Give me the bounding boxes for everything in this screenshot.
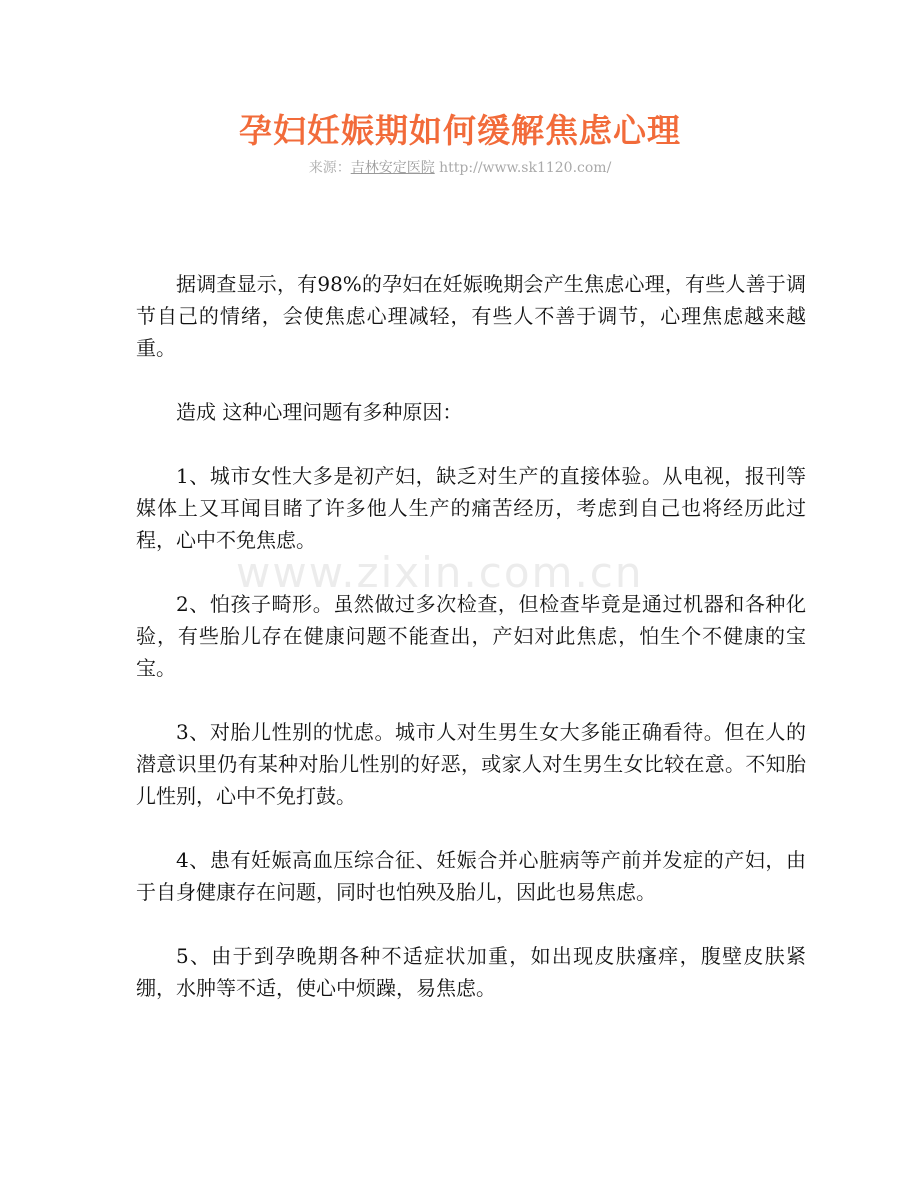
paragraph-cause-5: 5、由于到孕晚期各种不适症状加重，如出现皮肤瘙痒，腹壁皮肤紧绷，水肿等不适，使心中烦躁，易焦虑。 [136, 944, 806, 1000]
paragraph-cause-1: 1、城市女性大多是初产妇，缺乏对生产的直接体验。从电视，报刊等媒体上又耳闻目睹了许多他人生产的痛苦经历，考虑到自己也将经历此过程，心中不免焦虑。 [136, 464, 806, 552]
paragraph-cause-2: 2、怕孩子畸形。虽然做过多次检查，但检查毕竟是通过机器和各种化验，有些胎儿存在健康问题不能查出，产妇对此焦虑，怕生个不健康的宝宝。 [136, 592, 806, 680]
paragraph-intro: 据调查显示，有98%的孕妇在妊娠晚期会产生焦虑心理，有些人善于调节自己的情绪，会使焦虑心理减轻，有些人不善于调节，心理焦虑越来越重。 [136, 272, 806, 360]
source-label: 来源： [308, 160, 351, 176]
article-body [136, 268, 806, 1036]
page-title: 孕妇妊娠期如何缓解焦虑心理 [239, 111, 681, 150]
source-name-link[interactable]: 吉林安定医院 [350, 160, 435, 176]
paragraph-cause-4: 4、患有妊娠高血压综合征、妊娠合并心脏病等产前并发症的产妇，由于自身健康存在问题，同时也怕殃及胎儿，因此也易焦虑。 [136, 848, 806, 904]
source-url[interactable]: http://www.sk1120.com/ [439, 160, 612, 176]
source-line [0, 157, 920, 179]
paragraph-causes-heading: 造成 这种心理问题有多种原因： [176, 400, 463, 424]
watermark: www.zixin.com.cn [236, 548, 644, 597]
paragraph-cause-3: 3、对胎儿性别的忧虑。城市人对生男生女大多能正确看待。但在人的潜意识里仍有某种对胎儿性别的好恶，或家人对生男生女比较在意。不知胎儿性别，心中不免打鼓。 [136, 720, 806, 808]
